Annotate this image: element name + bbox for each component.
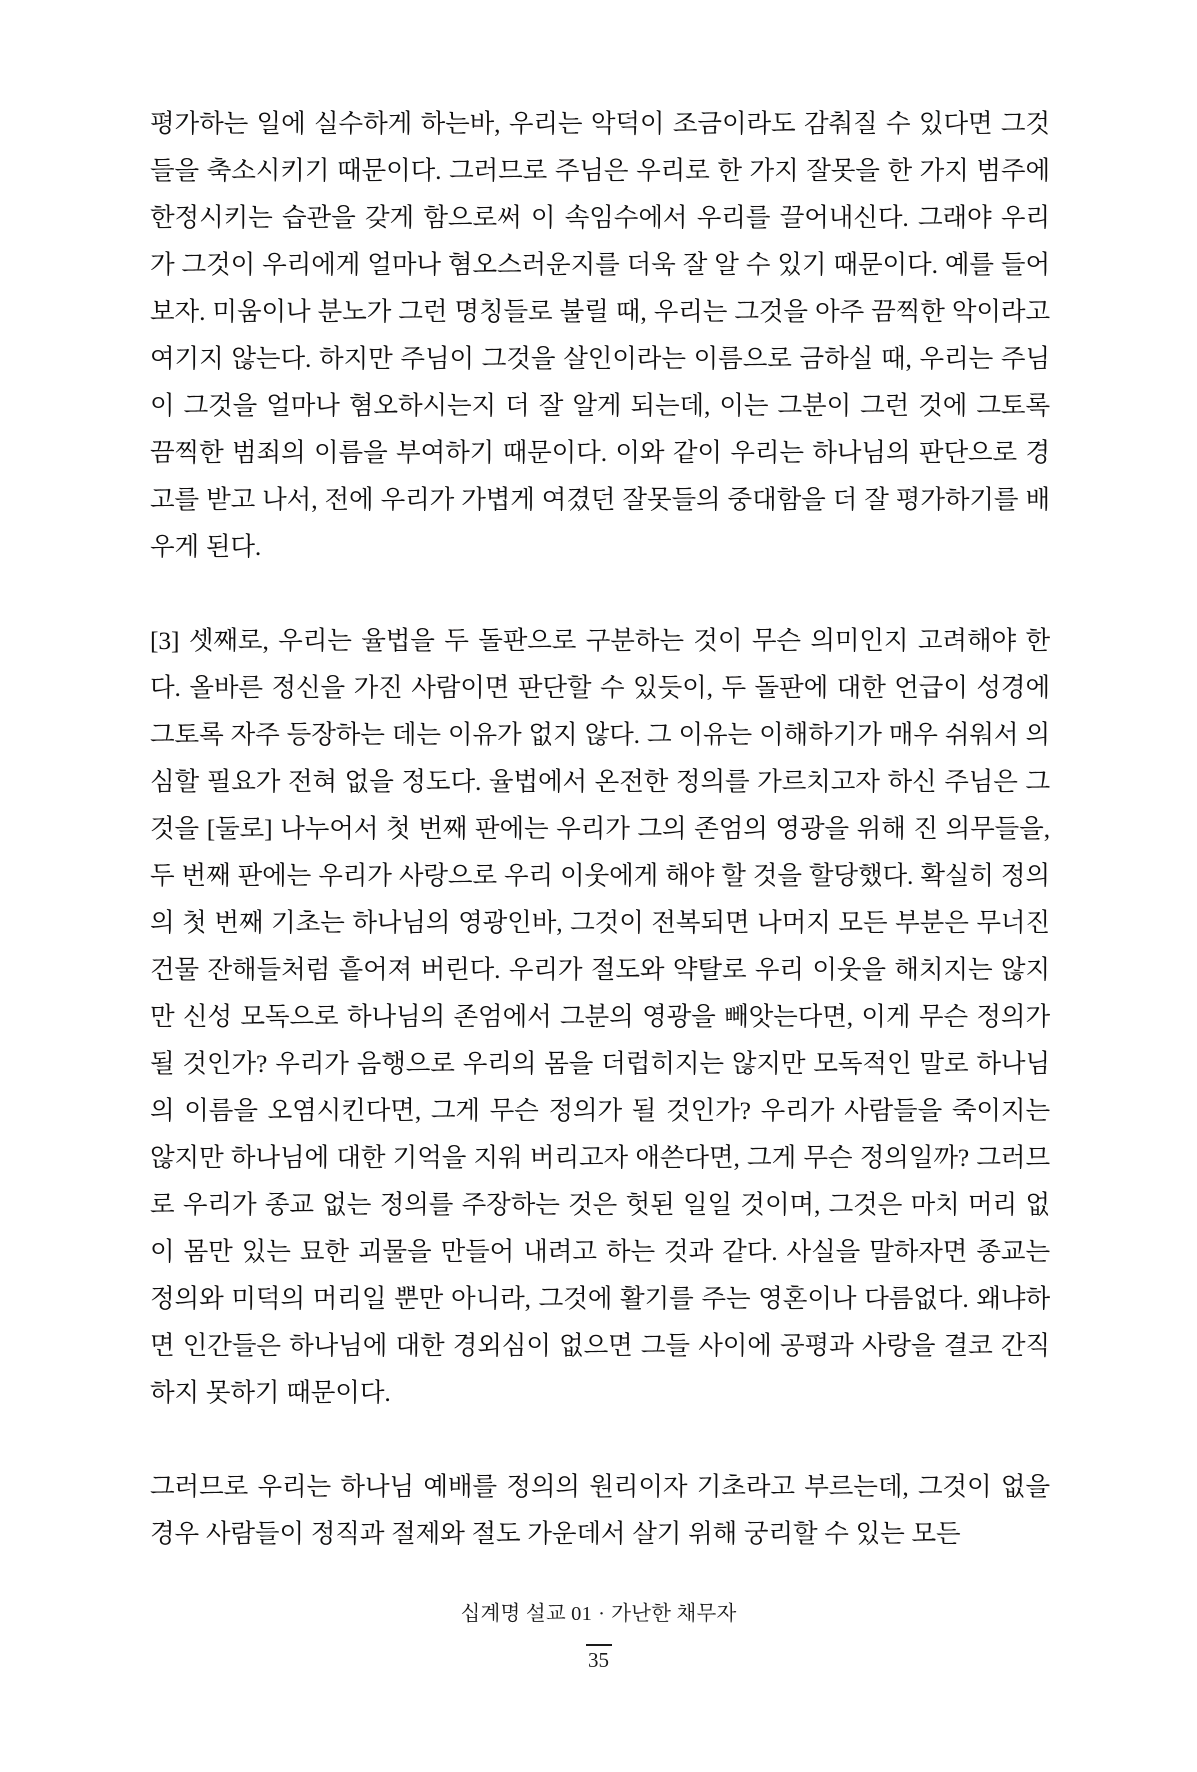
body-paragraph: 그러므로 우리는 하나님 예배를 정의의 원리이자 기초라고 부르는데, 그것이 없을 경우 사람들이 정직과 절제와 절도 가운데서 살기 위해 궁리할 수 있는 모든 (150, 1472, 1050, 1548)
footer-running-head (0, 1596, 1197, 1626)
footer-subtitle: 가난한 채무자 (611, 1603, 737, 1625)
body-paragraph: [3] 셋째로, 우리는 율법을 두 돌판으로 구분하는 것이 무슨 의미인지 고려해야 한다. 올바른 정신을 가진 사람이면 판단할 수 있듯이, 두 돌판에 대한 언급이 성경에 그토록 자주 등장하는 데는 이유가 없지 않다. 그 이유는 이해하기가 매우 쉬워서 의심할 필요가 전혀 없을 정도다. 율법에서 온전한 정의를 가르치고자 하신 주님은 그것을 [둘로] 나누어서 첫 번째 판에는 우리가 그의 존엄의 영광을 위해 진 의무들을, 두 번째 판에는 우리가 사랑으로 우리 이웃에게 해야 할 것을 할당했다. 확실히 정의의 첫 번째 기초는 하나님의 영광인바, 그것이 전복되면 나머지 모든 부분은 무너진 건물 잔해들처럼 흩어져 버린다. 우리가 절도와 약탈로 우리 이웃을 해치지는 않지만 신성 모독으로 하나님의 존엄에서 그분의 영광을 빼앗는다면, 이게 무슨 정의가 될 것인가? 우리가 음행으로 우리의 몸을 더럽히지는 않지만 모독적인 말로 하나님의 이름을 오염시킨다면, 그게 무슨 정의가 될 것인가? 우리가 사람들을 죽이지는 않지만 하나님에 대한 기억을 지워 버리고자 애쓴다면, 그게 무슨 정의일까? 그러므로 우리가 종교 없는 정의를 주장하는 것은 헛된 일일 것이며, 그것은 마치 머리 없이 몸만 있는 묘한 괴물을 만들어 내려고 하는 것과 같다. 사실을 말하자면 종교는 정의와 미덕의 머리일 뿐만 아니라, 그것에 활기를 주는 영혼이나 다름없다. 왜냐하면 인간들은 하나님에 대한 경외심이 없으면 그들 사이에 공평과 사랑을 결코 간직하지 못하기 때문이다. (150, 626, 1050, 1407)
page-footer (0, 1596, 1197, 1673)
footer-separator: · (598, 1603, 606, 1625)
page-number-rule (586, 1644, 612, 1646)
page-body (150, 100, 1050, 1557)
body-paragraph: 평가하는 일에 실수하게 하는바, 우리는 악덕이 조금이라도 감춰질 수 있다면 그것들을 축소시키기 때문이다. 그러므로 주님은 우리로 한 가지 잘못을 한 가지 범주에 한정시키는 습관을 갖게 함으로써 이 속임수에서 우리를 끌어내신다. 그래야 우리가 그것이 우리에게 얼마나 혐오스러운지를 더욱 잘 알 수 있기 때문이다. 예를 들어 보자. 미움이나 분노가 그런 명칭들로 불릴 때, 우리는 그것을 아주 끔찍한 악이라고 여기지 않는다. 하지만 주님이 그것을 살인이라는 이름으로 금하실 때, 우리는 주님이 그것을 얼마나 혐오하시는지 더 잘 알게 되는데, 이는 그분이 그런 것에 그토록 끔찍한 범죄의 이름을 부여하기 때문이다. 이와 같이 우리는 하나님의 판단으로 경고를 받고 나서, 전에 우리가 가볍게 여겼던 잘못들의 중대함을 더 잘 평가하기를 배우게 된다. (150, 109, 1050, 561)
page-number: 35 (588, 1648, 609, 1672)
footer-title: 십계명 설교 01 (460, 1603, 593, 1625)
